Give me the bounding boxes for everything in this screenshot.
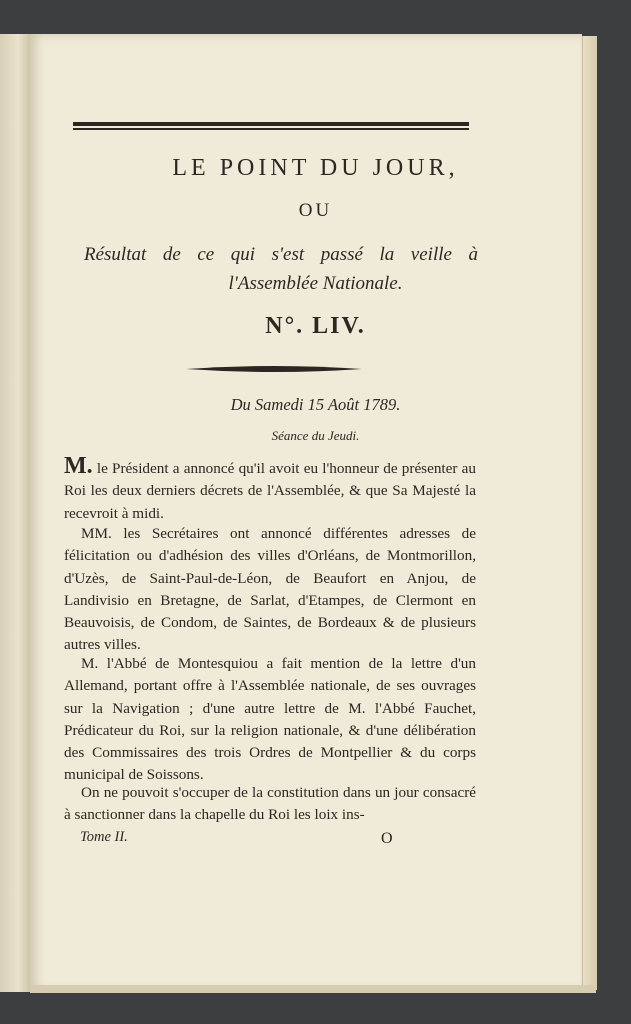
- paragraph-secretaries: MM. les Secrétaires ont annoncé différentes adresses de félicitation ou d'adhésion des villes d'Orléans, de Montmorillon, d'Uzès, de Saint-Paul-de-Léon, de Beaufort en Anjou, de Landivisio en Bretagne, de Sarlat, d'Etampes, de Clermont en Beauvoisis, de Condom, de Saintes, de Bordeaux & de plusieurs autres villes.: [64, 525, 476, 654]
- newspaper-title: LE POINT DU JOUR,: [172, 155, 459, 181]
- subtitle-line-1: Résultat de ce qui s'est passé la veille à: [84, 244, 478, 265]
- signature-mark: O: [381, 830, 393, 847]
- header-rule-thin: [73, 128, 469, 130]
- subtitle-line-2: l'Assemblée Nationale.: [228, 273, 403, 294]
- paragraph-constitution: On ne pouvoit s'occuper de la constitution dans un jour consacré à sanctionner dans la chapelle du Roi les loix ins-: [64, 784, 476, 824]
- paragraph-president: [64, 453, 476, 525]
- session-heading: Séance du Jeudi.: [271, 428, 360, 443]
- issue-date: Du Samedi 15 Août 1789.: [230, 395, 401, 414]
- header-rule-thick: [73, 122, 469, 126]
- drop-capital: M.: [64, 453, 93, 479]
- ornamental-rule: [186, 364, 362, 374]
- volume-marker: Tome II.: [80, 829, 128, 845]
- paragraph-montesquiou: M. l'Abbé de Montesquiou a fait mention de la lettre d'un Allemand, portant offre à l'Assemblée nationale, de ses ouvrages sur la Navigation ; d'une autre lettre de M. l'Abbé Fauchet, Prédicateur du Roi, sur la religion nationale, & d'une délibération des Commissaires des trois Ordres de Montpellier & du corps municipal de Soissons.: [64, 655, 476, 784]
- issue-number: N°. LIV.: [265, 313, 366, 339]
- title-conjunction: OU: [298, 200, 333, 221]
- paragraph-text: le Président a annoncé qu'il avoit eu l'honneur de présenter au Roi les deux derniers décrets de l'Assemblée, & que Sa Majesté la recevroit à midi.: [64, 460, 476, 522]
